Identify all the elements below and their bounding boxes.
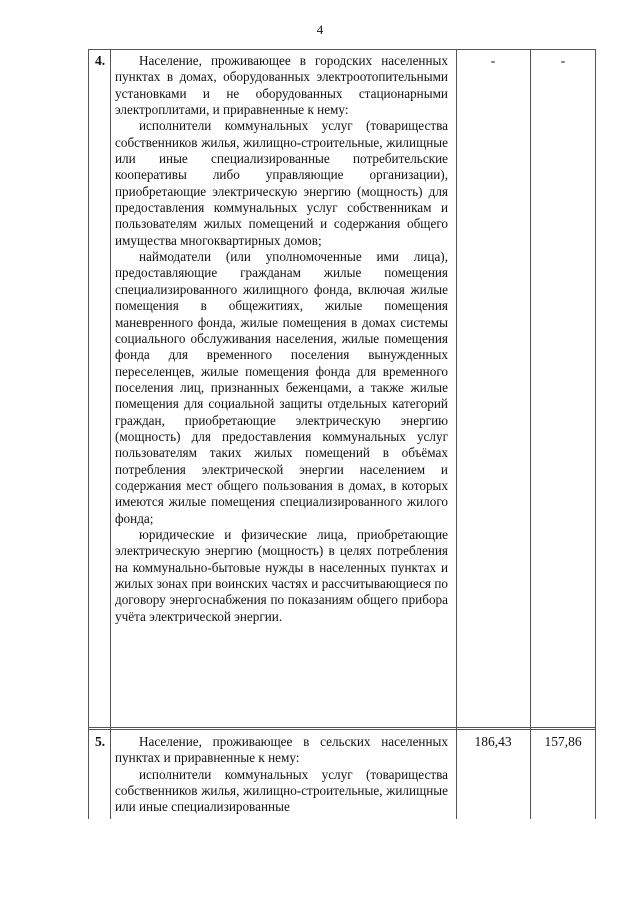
paragraph: исполнители коммунальных услуг (товарищества собственников жилья, жилищно-строительные, жилищные или иные специализированные	[115, 766, 448, 815]
value-cell-2: 157,86	[544, 734, 582, 749]
paragraph: Население, проживающее в городских населенных пунктах в домах, оборудованных электроотопительными установками и не оборудованных стационарными электроплитами, и приравненные к нему:	[115, 53, 448, 118]
paragraph: наймодатели (или уполномоченные ими лица), предоставляющие гражданам жилые помещения специализированного жилищного фонда, включая жилые помещения в общежитиях, жилые помещения маневренного фонда, жилые помещения в домах системы социального обслуживания населения, жилые помещения фонда для временного поселения вынужденных переселенцев, жилые помещения фонда для временного поселения лиц, признанных беженцами, а также жилые помещения для социальной защиты отдельных категорий граждан, приобретающие электрическую энергию (мощность) для предоставления коммунальных услуг пользователям таких жилых помещений в объёмах потребления электрической энергии населением и содержания мест общего пользования в домах, в которых имеются жилые помещения специализированного жилого фонда;	[115, 249, 448, 526]
row-divider	[88, 727, 595, 728]
value-cell-2: -	[560, 53, 566, 68]
row-divider-inner	[88, 729, 595, 730]
page-number: 4	[316, 22, 324, 37]
column-divider-value	[530, 49, 531, 819]
value-cell-1: 186,43	[474, 734, 512, 749]
table-top-border	[88, 49, 595, 50]
paragraph: исполнители коммунальных услуг (товарищества собственников жилья, жилищно-строительные, жилищные или иные специализированные потребительские кооперативы либо управляющие организации), приобретающие электрическую энергию (мощность) для предоставления коммунальных услуг собственникам и пользователям жилых помещений и содержания общего имущества многоквартирных домов;	[115, 118, 448, 248]
row-description	[115, 53, 448, 625]
paragraph: Население, проживающее в сельских населенных пунктах и приравненные к нему:	[115, 734, 448, 766]
table-right-border	[595, 49, 596, 819]
column-divider-num	[110, 49, 111, 819]
table-left-border	[88, 49, 89, 819]
row-number: 4.	[95, 53, 106, 68]
paragraph: юридические и физические лица, приобретающие электрическую энергию (мощность) в целях потребления на коммунально-бытовые нужды в населенных пунктах и жилых зонах при воинских частях и рассчитывающиеся по договору энергоснабжения по показаниям общего прибора учёта электрической энергии.	[115, 526, 448, 624]
row-number: 5.	[95, 734, 106, 749]
column-divider-text	[456, 49, 457, 819]
value-cell-1: -	[490, 53, 496, 68]
row-description	[115, 734, 448, 816]
